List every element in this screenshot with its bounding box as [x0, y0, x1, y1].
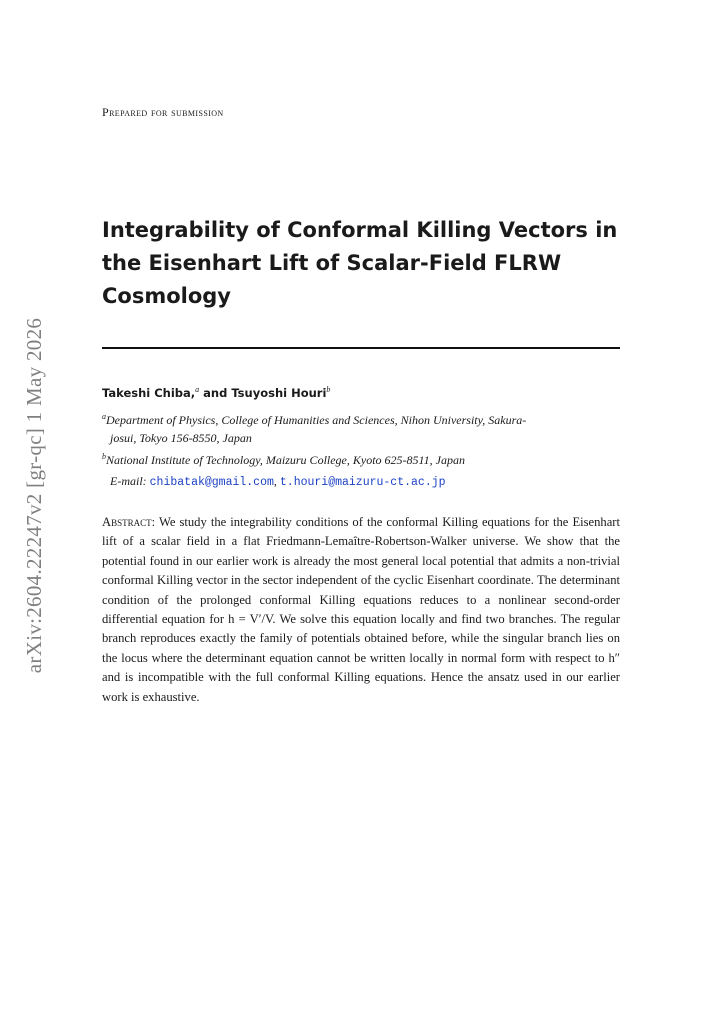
email-separator: , [273, 474, 280, 488]
author-name: Takeshi Chiba, [102, 385, 196, 400]
author-affiliation-mark: b [326, 385, 331, 394]
affiliation-text: Department of Physics, College of Humanities and Sciences, Nihon University, Sakura- [106, 413, 527, 427]
author-name: Tsuyoshi Houri [231, 385, 327, 400]
email-line [110, 474, 446, 489]
arxiv-identifier-stamp [15, 300, 55, 690]
title-rule [102, 347, 620, 349]
author-list [102, 385, 330, 400]
author-affiliation-mark: a [195, 385, 200, 394]
email-link[interactable]: t.houri@maizuru-ct.ac.jp [279, 476, 446, 489]
abstract [102, 513, 620, 707]
email-label: E-mail: [110, 474, 147, 488]
paper-title: Integrability of Conformal Killing Vectors in the Eisenhart Lift of Scalar-Field FLRW Cosmology [102, 218, 618, 308]
affiliation-a [102, 408, 620, 447]
affiliation-b [102, 448, 620, 469]
abstract-text: We study the integrability conditions of the conformal Killing equations for the Eisenhart lift of a scalar field in a flat Friedmann-Lemaître-Robertson-Walker universe. We show that the potential found in our earlier work is already the most general local potential that admits a non-trivial conformal Killing vector in the sector independent of the cyclic Eisenhart coordinate. The determinant condition of the prolonged conformal Killing equations reduces to a nonlinear second-order differential equation for h = V′/V. We solve this equation locally and find two branches. The regular branch reproduces exactly the family of potentials obtained before, while the singular branch lies on the locus where the determinant equation cannot be written locally in normal form with respect to h″ and is incompatible with the full conformal Killing equations. Hence the ansatz used in our earlier work is exhaustive. [102, 515, 621, 704]
affiliation-mark: b [102, 452, 106, 461]
affiliation-text: National Institute of Technology, Maizuru College, Kyoto 625-8511, Japan [106, 453, 465, 467]
email-link[interactable]: chibatak@gmail.com [149, 476, 274, 489]
prepared-for-submission: Prepared for submission [102, 105, 224, 119]
abstract-label: Abstract: [102, 515, 156, 529]
affiliation-mark: a [102, 412, 106, 421]
affiliation-text-continued: josui, Tokyo 156-8550, Japan [110, 431, 252, 445]
arxiv-identifier: arXiv:2604.22247v2 [gr-qc] 1 May 2026 [22, 317, 47, 673]
author-separator: and [199, 385, 232, 400]
